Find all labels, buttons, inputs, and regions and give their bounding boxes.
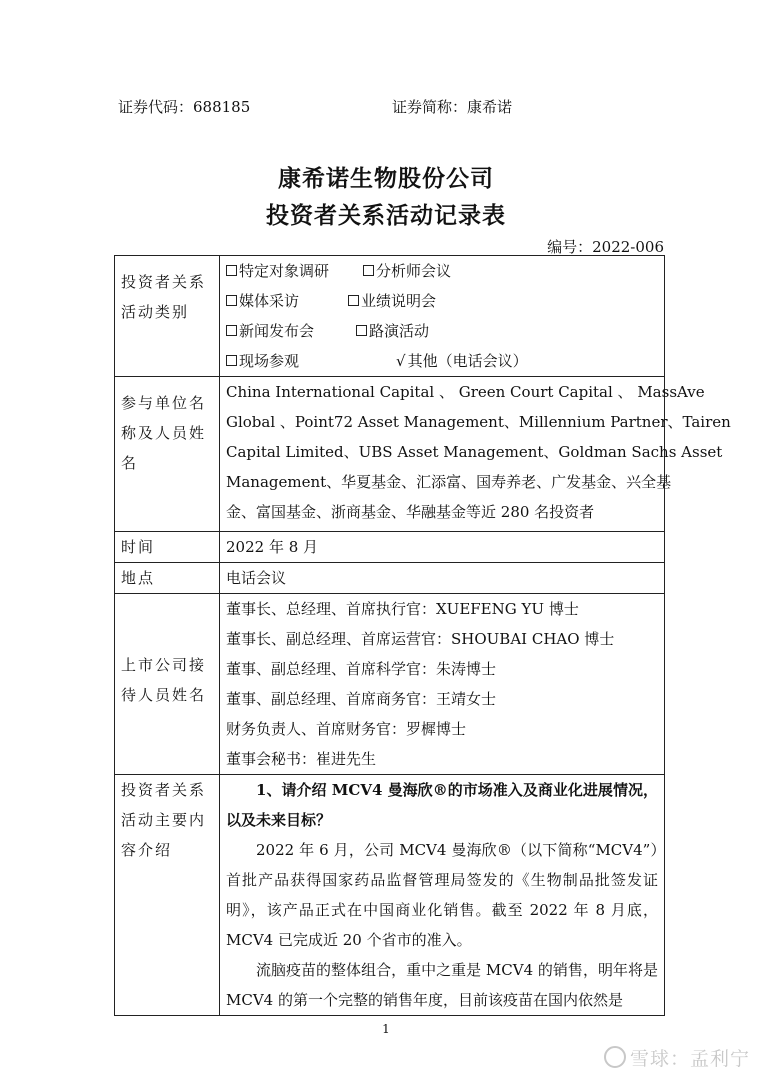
participants-label: 参与单位名称及人员姓名 — [115, 377, 220, 532]
stock-abbreviation: 证券简称：康希诺 — [392, 98, 513, 116]
person: 董事长、总经理、首席执行官：XUEFENG YU 博士 — [226, 600, 579, 618]
checkbox-icon — [226, 265, 237, 276]
option-site-visit: 现场参观 — [226, 346, 396, 376]
company-title: 康希诺生物股份公司 — [278, 165, 494, 192]
row-reception — [115, 594, 665, 775]
watermark: 雪球：孟利宁 — [604, 1044, 750, 1071]
person: 董事长、副总经理、首席运营官：SHOUBAI CHAO 博士 — [226, 630, 615, 648]
person: 董事会秘书：崔进先生 — [226, 750, 377, 768]
row-location — [115, 563, 665, 594]
option-media-interview: 媒体采访 — [226, 286, 348, 316]
time-value: 2022 年 8 月 — [226, 538, 319, 556]
option-press-conference: 新闻发布会 — [226, 316, 356, 346]
option-other: √ 其他（电话会议） — [396, 352, 528, 370]
row-activity-type — [115, 256, 665, 377]
option-roadshow: 路演活动 — [356, 322, 429, 340]
person: 财务负责人、首席财务官：罗樨博士 — [226, 720, 467, 738]
option-analyst-meeting: 分析师会议 — [363, 262, 451, 280]
record-table — [114, 255, 731, 1016]
participants-value: China International Capital 、 Green Court Capital 、 MassAve Global 、Point72 Asset Management、Millennium Partner、Tairen Capital Limited、UBS Asset Management、Goldman Sachs Asset Management、华夏基金、汇添富、国寿养老、广发基金、兴全基 金、富国基金、浙商基金、华融基金等近 280 名投资者 — [220, 377, 665, 532]
question-heading: 1、请介绍 MCV4 曼海欣®的市场准入及商业化进展情况，以及未来目标？ — [226, 781, 658, 829]
answer-paragraph: 2022 年 6 月，公司 MCV4 曼海欣®（以下简称“MCV4”）首批产品获得国家药品监督管理局签发的《生物制品批签发证明》，该产品正式在中国商业化销售。截至 2022 年 8 月底，MCV4 已完成近 20 个省市的准入。 — [226, 841, 658, 949]
serial-number: 编号：2022-006 — [547, 238, 664, 256]
option-specific-research: 特定对象调研 — [226, 256, 363, 286]
record-title: 投资者关系活动记录表 — [266, 202, 506, 229]
content-body — [220, 775, 665, 1016]
activity-type-options — [220, 256, 665, 377]
location-label: 地点 — [115, 563, 220, 594]
activity-type-label: 投资者关系活动类别 — [115, 256, 220, 377]
checkbox-icon — [356, 325, 367, 336]
checkbox-icon — [226, 325, 237, 336]
location-value: 电话会议 — [226, 569, 287, 587]
checkmark-icon: √ — [396, 352, 406, 370]
person: 董事、副总经理、首席商务官：王靖女士 — [226, 690, 497, 708]
checkbox-icon — [226, 355, 237, 366]
content-label: 投资者关系活动主要内容介绍 — [115, 775, 220, 1016]
checkbox-icon — [348, 295, 359, 306]
row-time — [115, 532, 665, 563]
checkbox-icon — [226, 295, 237, 306]
snowball-logo-icon — [604, 1046, 626, 1068]
page-number: 1 — [382, 1022, 390, 1036]
answer-paragraph: 流脑疫苗的整体组合，重中之重是 MCV4 的销售，明年将是 MCV4 的第一个完整的销售年度，目前该疫苗在国内依然是 — [226, 961, 658, 1009]
checkbox-icon — [363, 265, 374, 276]
row-content — [115, 775, 665, 1016]
option-results-briefing: 业绩说明会 — [348, 292, 436, 310]
stock-code: 证券代码：688185 — [118, 98, 251, 116]
row-participants — [115, 377, 665, 532]
person: 董事、副总经理、首席科学官：朱涛博士 — [226, 660, 497, 678]
reception-people — [220, 594, 665, 775]
reception-label: 上市公司接待人员姓名 — [115, 594, 220, 775]
time-label: 时间 — [115, 532, 220, 563]
